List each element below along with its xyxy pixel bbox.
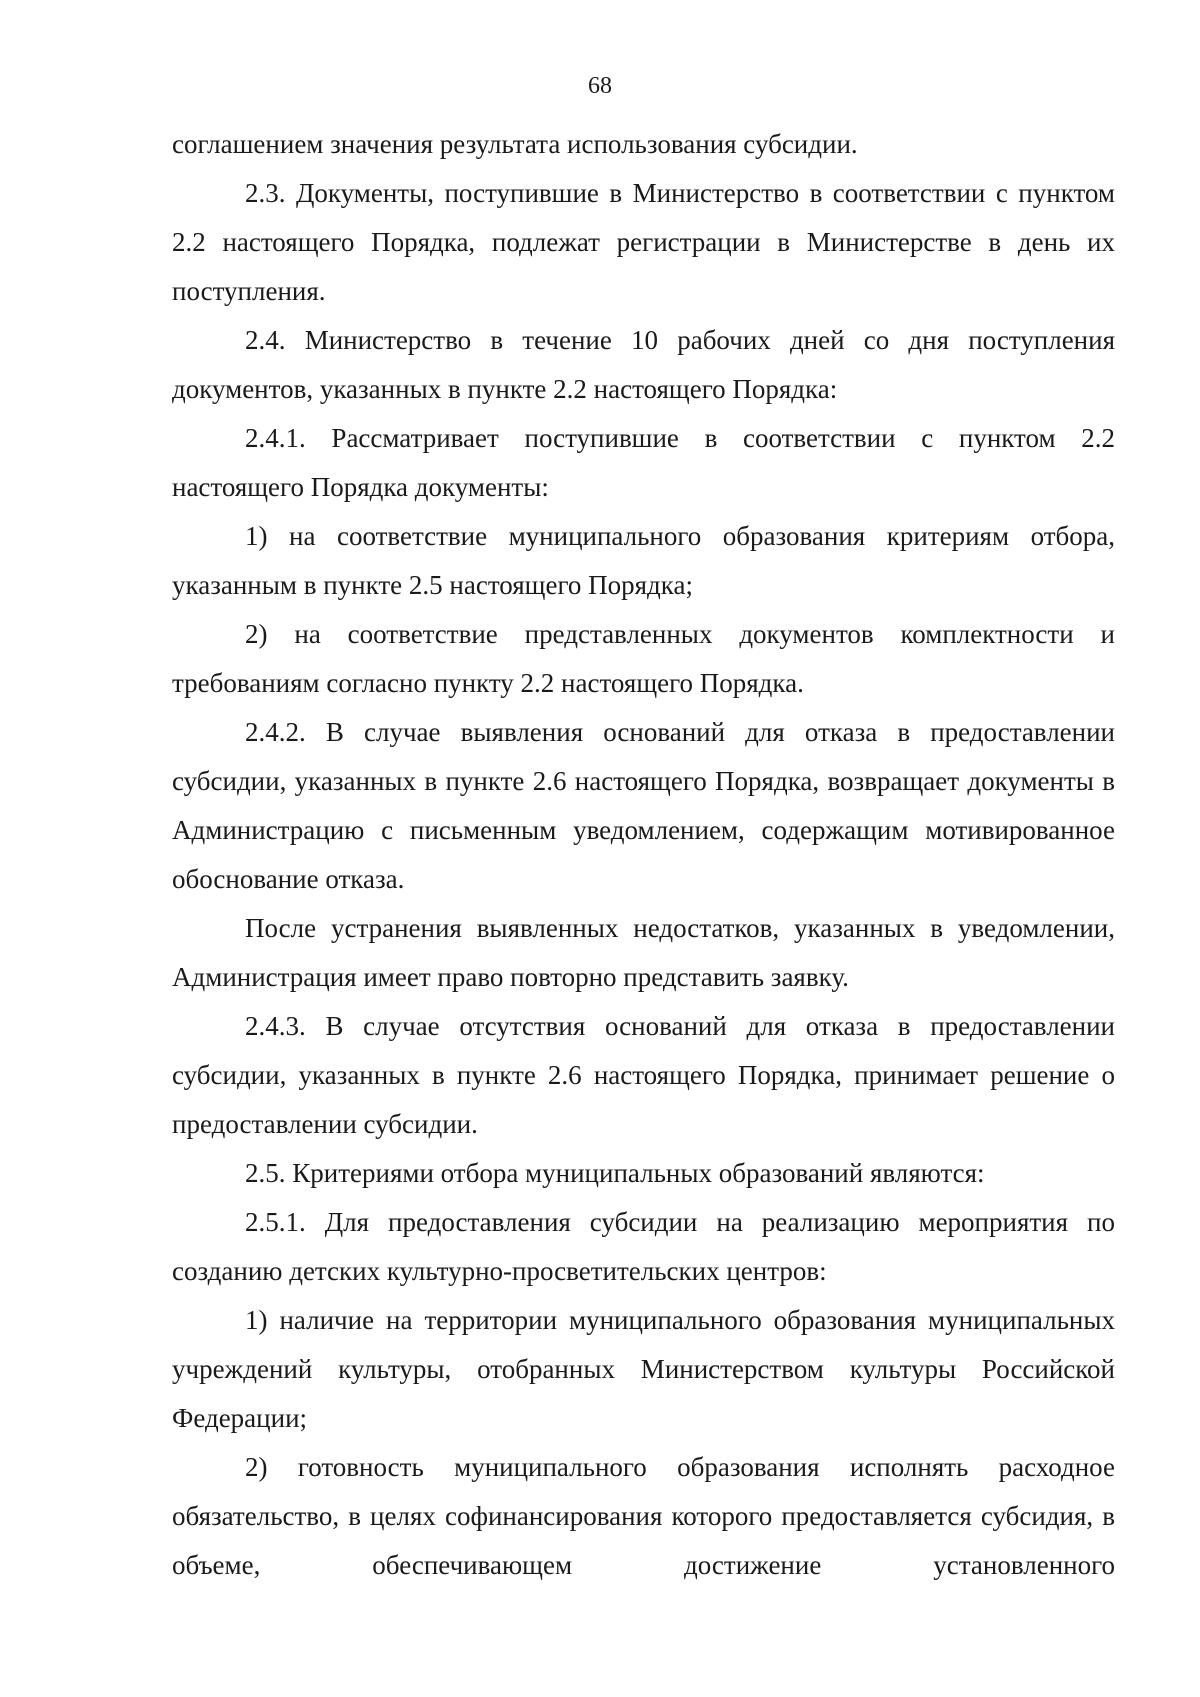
- paragraph-2-4-1: 2.4.1. Рассматривает поступившие в соответствии с пунктом 2.2 настоящего Порядка документы:: [172, 423, 1115, 502]
- paragraph-2-4: 2.4. Министерство в течение 10 рабочих дней со дня поступления документов, указанных в пункте 2.2 настоящего Порядка:: [172, 325, 1115, 404]
- page-number: 68: [588, 73, 612, 99]
- paragraph-2-4-2: 2.4.2. В случае выявления оснований для отказа в предоставлении субсидии, указанных в пункте 2.6 настоящего Порядка, возвращает документы в Администрацию с письменным уведомлением, содержащим мотивированное обоснование отказа.: [172, 717, 1115, 894]
- paragraph-2-4-1-item-2: 2) на соответствие представленных документов комплектности и требованиям согласно пункту 2.2 настоящего Порядка.: [172, 619, 1115, 698]
- paragraph-2-4-1-item-1: 1) на соответствие муниципального образования критериям отбора, указанным в пункте 2.5 настоящего Порядка;: [172, 521, 1115, 600]
- paragraph-continuation: соглашением значения результата использования субсидии.: [172, 129, 858, 159]
- paragraph-2-5-1-item-2: 2) готовность муниципального образования исполнять расходное обязательство, в целях софинансирования которого предоставляется субсидия, в объеме, обеспечивающем достижение установленного: [172, 1452, 1115, 1580]
- paragraph-2-5-1-item-1: 1) наличие на территории муниципального образования муниципальных учреждений культуры, отобранных Министерством культуры Российской Федерации;: [172, 1305, 1115, 1433]
- paragraph-2-5: 2.5. Критериями отбора муниципальных образований являются:: [245, 1158, 985, 1188]
- paragraph-2-5-1: 2.5.1. Для предоставления субсидии на реализацию мероприятия по созданию детских культурно-просветительских центров:: [172, 1207, 1115, 1286]
- paragraph-2-3: 2.3. Документы, поступившие в Министерство в соответствии с пунктом 2.2 настоящего Порядка, подлежат регистрации в Министерстве в день их поступления.: [172, 178, 1115, 306]
- paragraph-2-4-3: 2.4.3. В случае отсутствия оснований для отказа в предоставлении субсидии, указанных в пункте 2.6 настоящего Порядка, принимает решение о предоставлении субсидии.: [172, 1011, 1115, 1139]
- document-body: [172, 120, 1115, 1590]
- paragraph-after-correction: После устранения выявленных недостатков, указанных в уведомлении, Администрация имеет право повторно представить заявку.: [172, 913, 1115, 992]
